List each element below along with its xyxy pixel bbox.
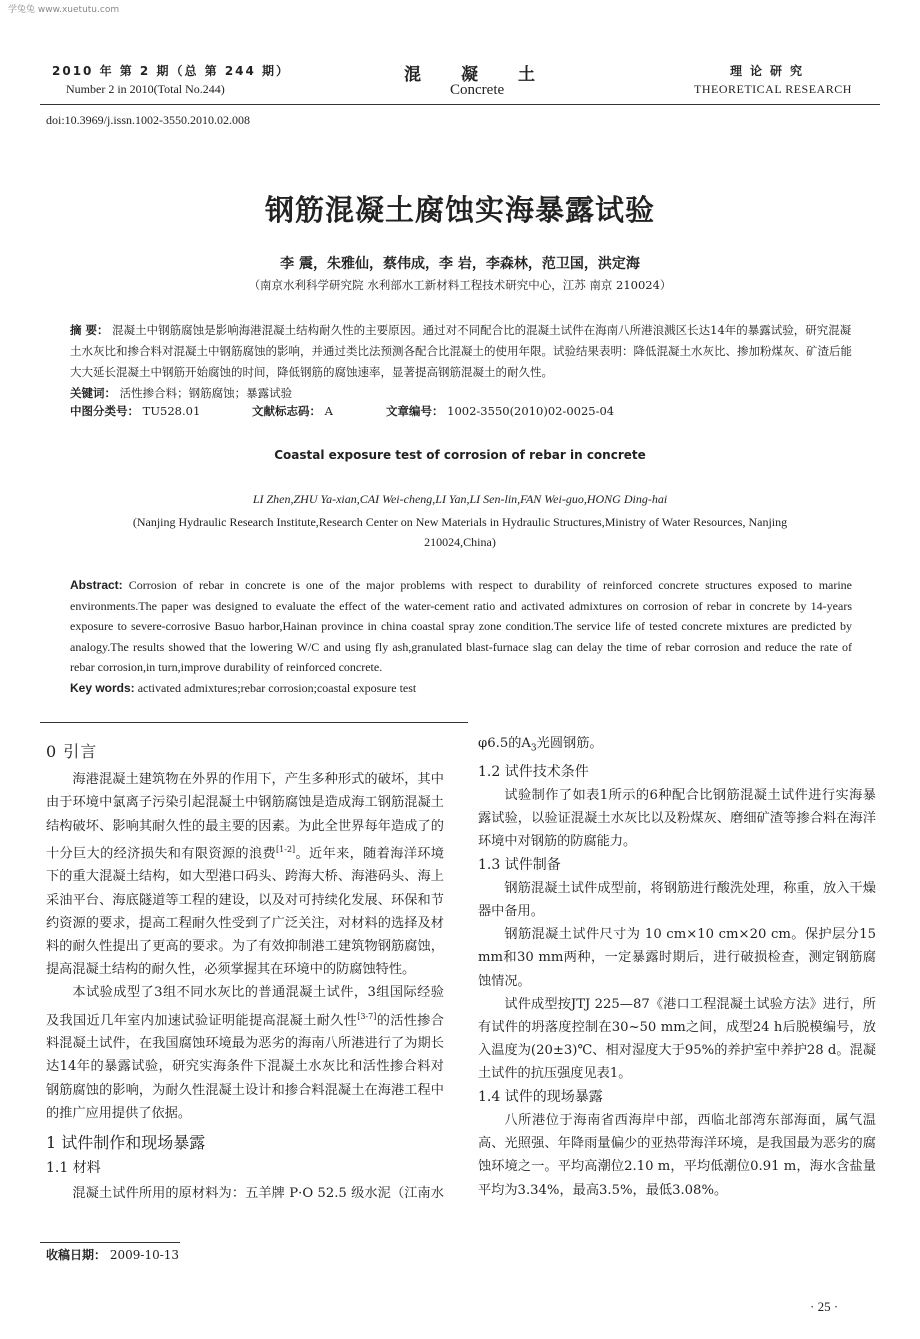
abstract-label: 摘 要： — [70, 323, 109, 337]
section-1-4-heading: 1.4 试件的现场暴露 — [478, 1088, 603, 1105]
received-label: 收稿日期： — [46, 1248, 107, 1262]
article-no-label: 文章编号： — [386, 404, 444, 418]
section-rule — [40, 722, 468, 723]
issue-cn: 2010 年 第 2 期（总 第 244 期） — [52, 64, 291, 78]
doc-code — [252, 403, 333, 419]
doc-code-label: 文献标志码： — [252, 404, 321, 418]
text: 混凝土试件所用的原材料为：五羊牌 P·O 52.5 级水泥（江南水 — [72, 1186, 444, 1202]
doc-code-value: A — [324, 404, 333, 418]
english-authors: LI Zhen,ZHU Ya-xian,CAI Wei-cheng,LI Yan,LI Sen-lin,FAN Wei-guo,HONG Ding-hai — [252, 492, 668, 506]
issue-en: Number 2 in 2010(Total No.244) — [66, 82, 225, 96]
section-1-2-heading: 1.2 试件技术条件 — [478, 763, 589, 780]
section-cn: 理论研究 — [730, 64, 811, 78]
authors: 李 震，朱雅仙，蔡伟成，李 岩，李森林，范卫国，洪定海 — [280, 256, 640, 272]
paragraph: 钢筋混凝土试件尺寸为 10 cm×10 cm×20 cm。保护层分15 mm和30 mm两种，一定暴露时期后，进行破损检查，测定钢筋腐蚀情况。 — [478, 927, 876, 989]
footnote-rule — [40, 1242, 180, 1243]
keywords: 活性掺合料；钢筋腐蚀；暴露试验 — [119, 386, 293, 400]
journal-en: Concrete — [450, 82, 505, 98]
citation: [1-2] — [276, 844, 296, 854]
article-title: 钢筋混凝土腐蚀实海暴露试验 — [264, 193, 655, 227]
keywords-label: 关键词： — [70, 386, 116, 400]
citation: [3-7] — [357, 1011, 377, 1021]
received-date — [46, 1246, 179, 1263]
paragraph: 试验制作了如表1所示的6种配合比钢筋混凝土试件进行实海暴露试验，以验证混凝土水灰比以及粉煤灰、磨细矿渣等掺合料在海洋环境中对钢筋的防腐能力。 — [478, 788, 876, 850]
paragraph-continued-materials — [478, 732, 876, 761]
english-keywords-label: Key words: — [70, 680, 135, 695]
english-abstract-text: Corrosion of rebar in concrete is one of the major problems with respect to durability of reinforced concrete structures exposed to marine environments.The paper was designed to evaluate the effect of the water-cement ratio and activated admixtures on corrosion of rebar in concrete by 14-years exposure to severe-corrosive Basuo harbor,Hainan province in china coastal spray zone condition.The service life of tested concrete mixtures are predicted by analogy.The results showed that the lowering W/C and using fly ash,granulated blast-furnace slag can delay the time of rebar corrosion and reduce the rate of rebar corrosion,in turn,improve durability of reinforced concrete. — [70, 578, 853, 674]
english-abstract — [70, 575, 852, 698]
text: 光圆钢筋。 — [536, 736, 603, 751]
header-rule — [40, 104, 880, 105]
right-column — [478, 732, 876, 1202]
clc — [70, 403, 200, 419]
text: 的活性掺合料混凝土试件，在我国腐蚀环境最为恶劣的海南八所港进行了为期长达14年的暴露试验，研究实海条件下混凝土水灰比和活性掺合料对钢筋腐蚀的影响，为耐久性混凝土设计和掺合料混凝土在海港工程中的推广应用提供了依据。 — [46, 1013, 444, 1121]
english-abstract-label: Abstract: — [70, 578, 123, 592]
watermark: 学兔兔 www.xuetutu.com — [8, 5, 120, 15]
paragraph: 钢筋混凝土试件成型前，将钢筋进行酸洗处理，称重，放入干燥器中备用。 — [478, 880, 876, 920]
article-no — [386, 403, 614, 419]
abstract-cn — [70, 320, 852, 404]
subscript: 3 — [530, 743, 537, 754]
text: 。近年来，随着海洋环境下的重大混凝土结构，如大型港口码头、跨海大桥、海港码头、海上采油平台、海底隧道等工程的建设，以及对可持续化发展、环保和节约资源的要求，提高工程耐久性受到了广泛关注，对材料的选择及材料的耐久性提出了更高的要求。为了有效抑制港工建筑物钢筋腐蚀，提高混凝土结构的耐久性，必须掌握其在环境中的防腐蚀特性。 — [46, 846, 444, 978]
english-affiliation: (Nanjing Hydraulic Research Institute,Research Center on New Materials in Hydraulic Structures,Ministry of Water Resources, Nanjing 210024,China) — [132, 515, 788, 549]
article-no-value: 1002-3550(2010)02-0025-04 — [447, 404, 615, 418]
english-keywords: activated admixtures;rebar corrosion;coastal exposure test — [137, 680, 417, 695]
section-1-3-heading: 1.3 试件制备 — [478, 856, 561, 873]
abstract-text: 混凝土中钢筋腐蚀是影响海港混凝土结构耐久性的主要原因。通过对不同配合比的混凝土试件在海南八所港浪溅区长达14年的暴露试验，研究混凝土水灰比和掺合料对混凝土中钢筋腐蚀的影响，并通过类比法预测各配合比混凝土的使用年限。试验结果表明：降低混凝土水灰比、掺加粉煤灰、矿渣后能大大延长混凝土中钢筋开始腐蚀的时间，降低钢筋的腐蚀速率，显著提高钢筋混凝土的耐久性。 — [70, 323, 852, 379]
text: 本试验成型了3组不同水灰比的普通混凝土试件，3组国际经验及我国近几年室内加速试验证明能提高混凝土耐久性 — [46, 985, 444, 1029]
section-1-heading: 1 试件制作和现场暴露 — [46, 1133, 206, 1153]
paragraph — [46, 768, 444, 981]
doi: doi:10.3969/j.issn.1002-3550.2010.02.008 — [46, 113, 251, 127]
paragraph: 试件成型按JTJ 225—87《港口工程混凝土试验方法》进行，所有试件的坍落度控制在30~50 mm之间，成型24 h后脱模编号，放入温度为(20±3)℃、相对湿度大于95%的养护室中养护28 d。混凝土试件的抗压强度见表1。 — [478, 996, 876, 1082]
text: φ6.5的A — [478, 736, 531, 751]
clc-label: 中图分类号： — [70, 404, 139, 418]
paragraph — [46, 1182, 444, 1205]
received-value: 2009-10-13 — [109, 1248, 180, 1262]
paragraph — [46, 981, 444, 1125]
paragraph: 八所港位于海南省西海岸中部，西临北部湾东部海面，属气温高、光照强、年降雨量偏少的亚热带海洋环境，是我国最为恶劣的腐蚀环境之一。平均高潮位2.10 m，平均低潮位0.91 m，海水含盐量平均为3.34%，最高3.5%，最低3.08%。 — [478, 1112, 876, 1198]
left-column — [46, 740, 444, 1205]
section-1-1-heading: 1.1 材料 — [46, 1160, 101, 1177]
page-number: · 25 · — [810, 1299, 839, 1314]
clc-value: TU528.01 — [142, 404, 201, 418]
section-en: THEORETICAL RESEARCH — [694, 82, 852, 96]
english-title: Coastal exposure test of corrosion of rebar in concrete — [274, 448, 646, 462]
affiliation: （南京水利科学研究院 水利部水工新材料工程技术研究中心，江苏 南京 210024） — [248, 278, 672, 292]
section-0-heading: 0 引言 — [46, 742, 98, 761]
journal-cn: 混凝土 — [404, 65, 575, 85]
text: 海港混凝土建筑物在外界的作用下，产生多种形式的破坏，其中由于环境中氯离子污染引起混凝土中钢筋腐蚀是造成海工钢筋混凝土结构破坏、影响其耐久性的最主要的因素。为此全世界每年造成了的十分巨大的经济损失和有限资源的浪费 — [46, 772, 444, 862]
